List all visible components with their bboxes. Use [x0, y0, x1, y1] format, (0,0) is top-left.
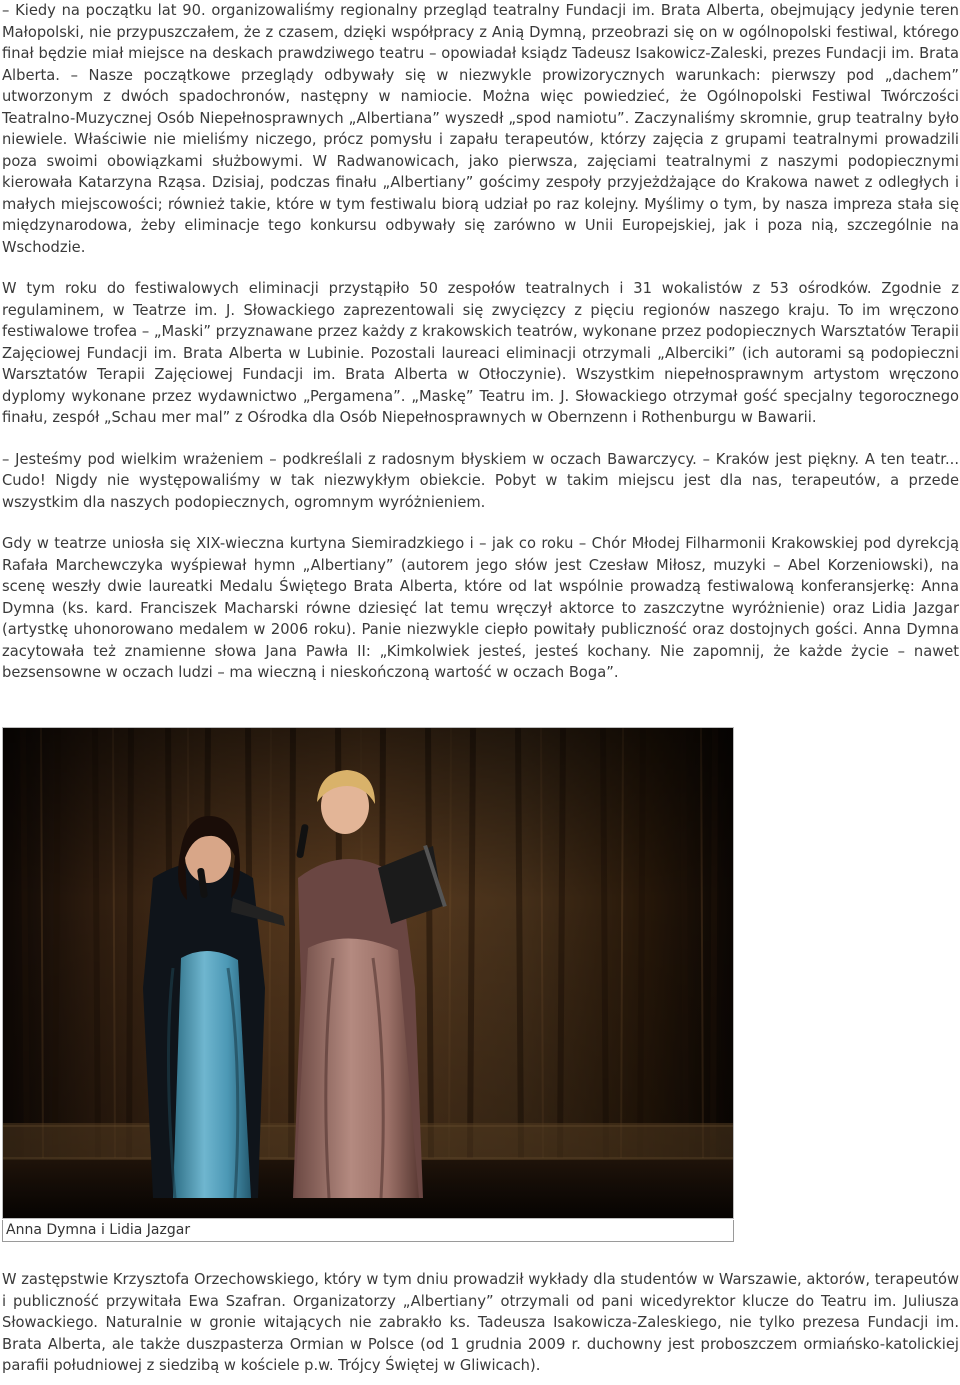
- paragraph-1: – Kiedy na początku lat 90. organizowaliśmy regionalny przegląd teatralny Fundacji im. Brata Alberta, obejmujący jedynie teren Małopolski, nie przypuszczałem, że z czasem, dzięki współpracy z Anią Dymną, przeobrazi się on w ogólnopolski festiwal, którego finał będzie miał miejsce na deskach prawdziwego teatru – opowiadał ksiądz Tadeusz Isakowicz-Zaleski, prezes Fundacji im. Brata Alberta. – Nasze początkowe przeglądy odbywały się w niezwykle prowizorycznych warunkach: pierwszy pod „dachem” utworzonym z dwóch spadochronów, następny w namiocie. Można więc powiedzieć, że Ogólnopolski Festiwal Twórczości Teatralno-Muzycznej Osób Niepełnosprawnych „Albertiana” wyszedł „spod namiotu”. Zaczynaliśmy skromnie, grup teatralny było niewiele. Właściwie nie mieliśmy niczego, prócz pomysłu i zapału terapeutów, którzy zajęcia z grupami teatralnymi prowadzili poza swoimi obowiązkami służbowymi. W Radwanowicach, jako pierwsza, zajęciami teatralnymi z naszymi podopiecznymi kierowała Katarzyna Rząsa. Dzisiaj, podczas finału „Albertiany” gościmy zespoły przyjeżdżające do Krakowa nawet z odległych i małych miejscowości; również takie, które w tym festiwalu biorą udział po raz kolejny. Myślimy o tym, by nasza impreza stała się międzynarodowa, żeby eliminacje tego konkursu odbywały się zarówno w Unii Europejskiej, jak i poza nią, szczególnie na Wschodzie.: [2, 2, 959, 256]
- paragraph-3: – Jesteśmy pod wielkim wrażeniem – podkreślali z radosnym błyskiem w oczach Bawarczycy. – Kraków jest piękny. A ten teatr... Cudo! Nigdy nie występowaliśmy w tak niezwykłym obiekcie. Pobyt w takim miejscu jest dla nas, terapeutów, a przede wszystkim dla naszych podopiecznych, ogromnym wyróżnieniem.: [2, 450, 959, 511]
- figure-caption: Anna Dymna i Lidia Jazgar: [2, 1220, 734, 1242]
- article-body: [2, 0, 959, 684]
- paragraph-4: Gdy w teatrze uniosła się XIX-wieczna kurtyna Siemiradzkiego i – jak co roku – Chór Młodej Filharmonii Krakowskiej pod dyrekcją Rafała Marchewczyka wyśpiewał hymn „Albertiany” (autorem jego słów jest Czesław Miłosz, muzyki – Abel Korzeniowski), na scenę weszły dwie laureatki Medalu Świętego Brata Alberta, które od lat wspólnie prowadzą festiwalową konferansjerkę: Anna Dymna (ks. kard. Franciszek Macharski równe dziesięć lat temu wręczył aktorce to zaszczytne wyróżnienie) oraz Lidia Jazgar (artystkę uhonorowano medalem w 2006 roku). Panie niezwykle ciepło powitały publiczność oraz dostojnych gości. Anna Dymna zacytowała też znamienne słowa Jana Pawła II: „Kimkolwiek jesteś, jesteś kochany. Nie zapomnij, że każde życie – nawet bezsensowne w oczach ludzi – ma wieczną i nieskończoną wartość w oczach Boga”.: [2, 535, 959, 681]
- article-body-continued: [2, 1269, 959, 1377]
- two-women-on-stage-photo: [3, 728, 733, 1218]
- paragraph-5: W zastępstwie Krzysztofa Orzechowskiego, który w tym dniu prowadził wykłady dla studentów w Warszawie, aktorów, terapeutów i publiczność przywitała Ewa Szafran. Organizatorzy „Albertiany” otrzymali od pani wicedyrektor klucze do Teatru im. Juliusza Słowackiego. Naturalnie w gronie witających nie zabrakło ks. Tadeusza Isakowicza-Zaleskiego, nie tylko prezesa Fundacji im. Brata Alberta, ale także duszpasterza Ormian w Polsce (od 1 grudnia 2009 r. duchowny jest proboszczem ormiańsko-katolickiej parafii południowej z siedzibą w kościele p.w. Trójcy Świętej w Gliwicach).: [2, 1271, 959, 1374]
- stage-photo: [2, 727, 734, 1219]
- article-figure: [2, 727, 734, 1245]
- paragraph-2: W tym roku do festiwalowych eliminacji przystąpiło 50 zespołów teatralnych i 31 wokalistów z 53 ośrodków. Zgodnie z regulaminem, w Teatrze im. J. Słowackiego zaprezentowali się zwycięzcy z pięciu regionów naszego kraju. To im wręczono festiwalowe trofea – „Maski” przyznawane przez każdy z krakowskich teatrów, wykonane przez podopiecznych Warsztatów Terapii Zajęciowej Fundacji im. Brata Alberta w Lubinie. Pozostali laureaci eliminacji otrzymali „Alberciki” (ich autorami są podopieczni Warsztatów Terapii Zajęciowej Fundacji im. Brata Alberta w Otłoczynie). Wszystkim niepełnosprawnym artystom wręczono dyplomy wykonane przez wydawnictwo „Pergamena”. „Maskę” Teatru im. J. Słowackiego otrzymał gość specjalny tegorocznego finału, zespół „Schau mer mal” z Ośrodka dla Osób Niepełnosprawnych w Obernzenn i Rothenburgu w Bawarii.: [2, 280, 959, 426]
